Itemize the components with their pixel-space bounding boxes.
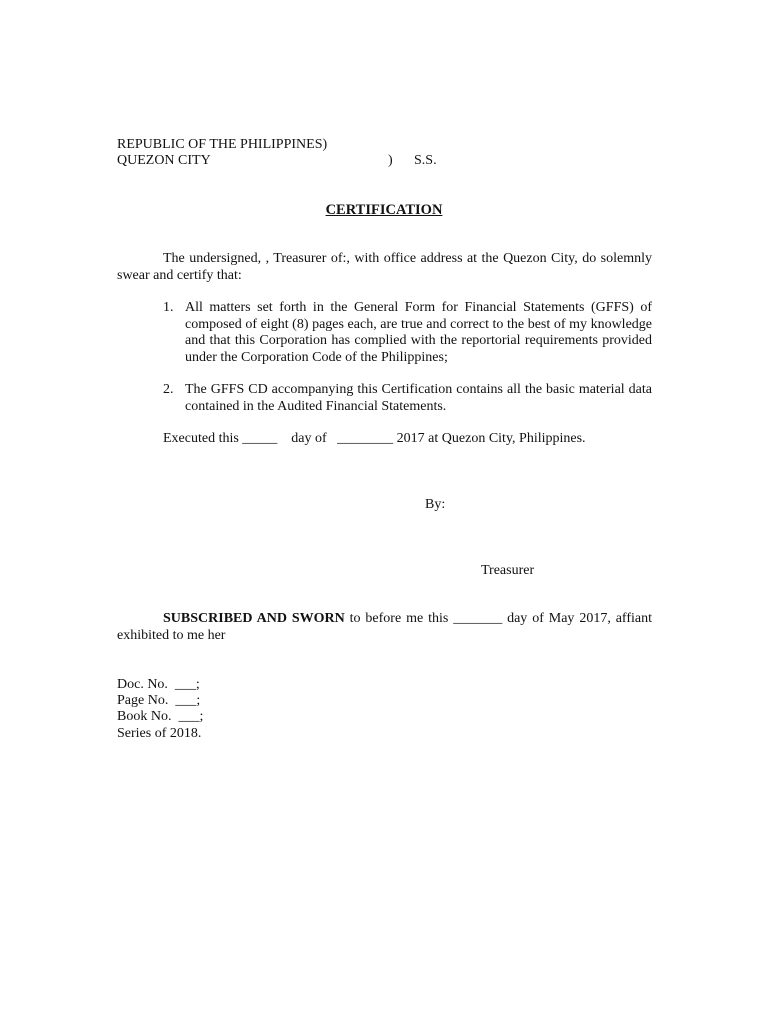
intro-paragraph: The undersigned, , Treasurer of:, with office address at the Quezon City, do solemnly swear and certify that: xyxy=(117,251,652,283)
list-item xyxy=(163,300,652,366)
venue-city: QUEZON CITY xyxy=(117,153,211,168)
list-item xyxy=(163,382,652,415)
list-item-text: All matters set forth in the General Form for Financial Statements (GFFS) of composed of eight (8) pages each, are true and correct to the best of my knowledge and that this Corporation has complied with the reportorial requirements provided under the Corporation Code of the Philippines; xyxy=(185,300,652,365)
list-item-text: The GFFS CD accompanying this Certification contains all the basic material data contained in the Audited Financial Statements. xyxy=(185,382,652,414)
venue-ss: S.S. xyxy=(414,153,437,168)
by-label: By: xyxy=(425,497,446,512)
list-item-number: 1. xyxy=(163,300,174,315)
venue-paren: ) xyxy=(388,153,393,168)
jurat-bold-phrase: SUBSCRIBED AND SWORN xyxy=(163,611,345,626)
jurat-text: to before me this _______ day of May 2017, affiant exhibited to me her xyxy=(117,611,652,643)
book-number: Book No. ___; xyxy=(117,709,204,724)
venue-republic: REPUBLIC OF THE PHILIPPINES) xyxy=(117,137,328,152)
document-title: CERTIFICATION xyxy=(325,202,443,218)
page-number: Page No. ___; xyxy=(117,693,201,708)
list-item-number: 2. xyxy=(163,382,174,397)
jurat-paragraph xyxy=(117,611,652,644)
doc-number: Doc. No. ___; xyxy=(117,677,200,692)
executed-line: Executed this _____ day of ________ 2017 at Quezon City, Philippines. xyxy=(163,431,586,446)
signatory-title: Treasurer xyxy=(481,563,535,578)
series-year: Series of 2018. xyxy=(117,726,202,741)
